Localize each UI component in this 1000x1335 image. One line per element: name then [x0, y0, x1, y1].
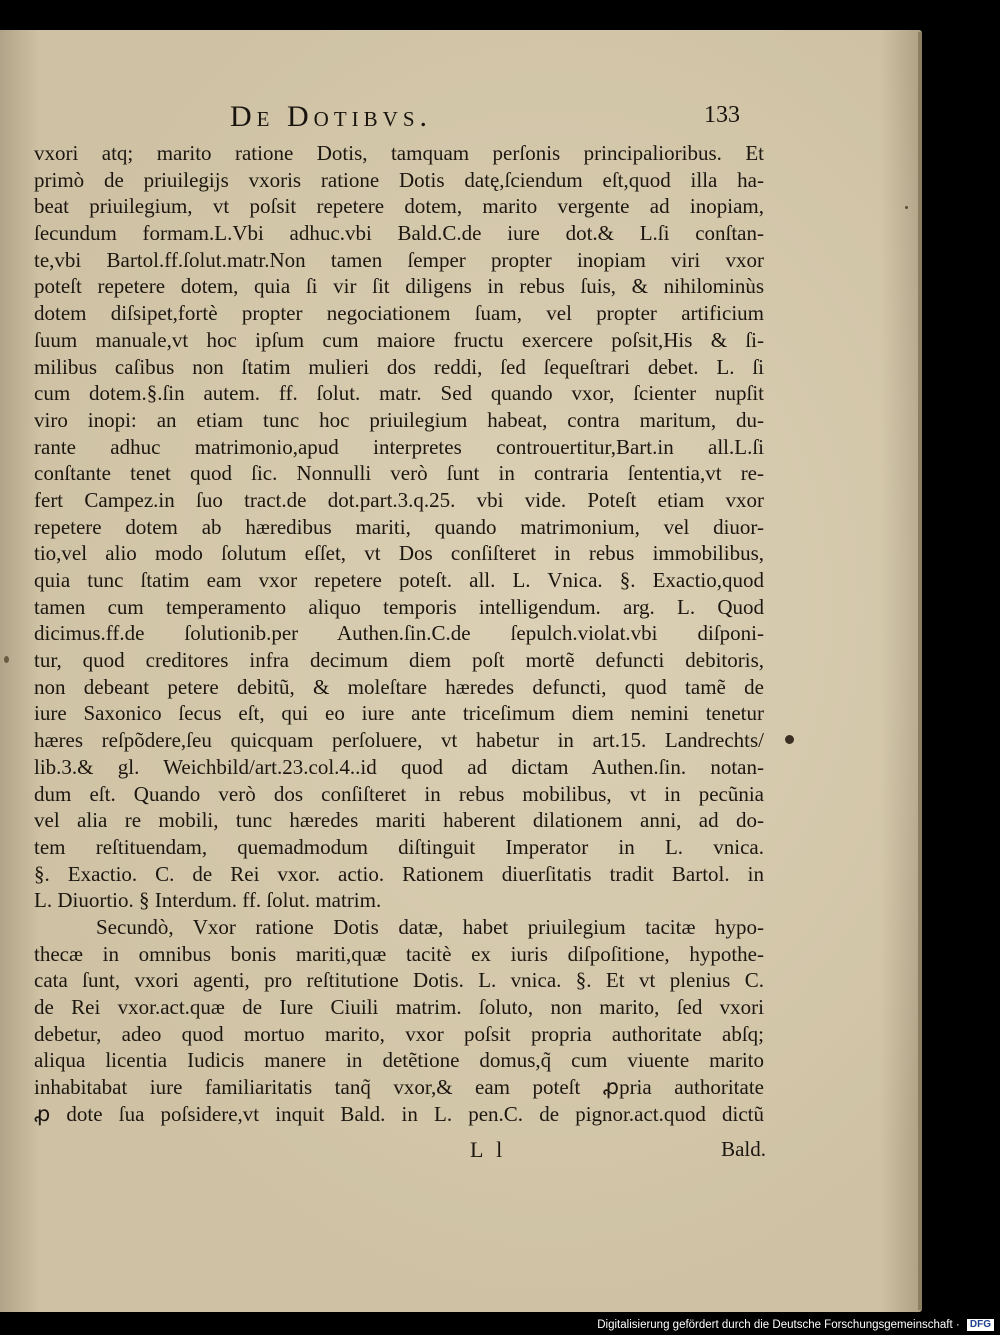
ink-spot: [785, 735, 794, 744]
text-line: milibus caſibus non ſtatim mulieri dos reddi, ſed ſequeſtrari debet. L. ſi: [34, 354, 764, 379]
text-line: iure Saxonico ſecus eſt, qui eo iure ante triceſimum diem nemini tenetur: [34, 701, 764, 726]
ink-spot: [4, 656, 9, 663]
text-line: tur, quod creditores infra decimum diem poſt mortẽ defuncti debitoris,: [34, 648, 764, 673]
page-number: 133: [704, 102, 740, 128]
text-line: dum eſt. Quando verò dos conſiſteret in rebus mobilibus, vt in pecũnia: [34, 781, 764, 806]
text-line: viro inopi: an etiam tunc hoc priuilegium habeat, contra maritum, du-: [34, 407, 764, 432]
catchword: Bald.: [721, 1137, 766, 1161]
text-line: hæres reſpõdere,ſeu quicquam perſoluere, vt habetur in art.15. Landrechts/: [34, 728, 764, 753]
text-line: conſtante tenet quod ſic. Nonnulli verò ſunt in contraria ſententia,vt re-: [34, 461, 764, 486]
dfg-logo: DFG: [967, 1319, 994, 1331]
text-line: ſuum manuale,vt hoc ipſum cum maiore fructu exercere poſsit,His & ſi-: [34, 327, 764, 352]
text-line: rante adhuc matrimonio,apud interpretes controuertitur,Bart.in all.L.ſi: [34, 434, 764, 459]
paragraph-start-line: Secundò, Vxor ratione Dotis datæ, habet priuilegium tacitæ hypo-: [96, 914, 764, 939]
page-footer: [470, 1137, 766, 1167]
text-line: cata ſunt, vxori agenti, pro reſtitutione Dotis. L. vnica. §. Et vt plenius C.: [34, 968, 764, 993]
text-line: tio,vel alio modo ſolutum eſſet, vt Dos conſiſteret in rebus immobilibus,: [34, 541, 764, 566]
digitization-credit: [597, 1318, 994, 1332]
text-line: poteſt repetere dotem, quia ſi vir ſit diligens in rebus ſuis, & nihilominùs: [34, 274, 764, 299]
signature-mark: L l: [470, 1137, 507, 1162]
text-line: quia tunc ſtatim eam vxor repetere poteſt. all. L. Vnica. §. Exactio,quod: [34, 568, 764, 592]
text-line: ꝓ dote ſua poſsidere,vt inquit Bald. in L. pen.C. de pignor.act.quod dictũ: [34, 1101, 764, 1126]
text-line: thecæ in omnibus bonis mariti,quæ tacitè ex iuris diſpoſitione, hypothe-: [34, 941, 764, 966]
credit-text: Digitalisierung gefördert durch die Deutsche Forschungsgemeinschaft ·: [597, 1319, 960, 1331]
text-line: debetur, adeo quod mortuo marito, vxor poſsit propria authoritate abſq;: [34, 1021, 764, 1046]
text-line: non debeant petere debitũ, & moleſtare hæredes defuncti, quod tamẽ de: [34, 674, 764, 699]
text-line: tem reſtituendam, quemadmodum diſtinguit Imperator in L. vnica.: [34, 834, 764, 859]
text-line: vel alia re mobili, tunc hæredes mariti haberent dilationem anni, ad do-: [34, 808, 764, 833]
text-line: lib.3.& gl. Weichbild/art.23.col.4..id quod ad dictam Authen.ſin. notan-: [34, 754, 764, 779]
text-line: cum dotem.§.ſin autem. ff. ſolut. matr. Sed quando vxor, ſcienter nupſit: [34, 381, 764, 406]
text-line: vxori atq; marito ratione Dotis, tamquam perſonis principalioribus. Et: [34, 141, 764, 165]
text-line: §. Exactio. C. de Rei vxor. actio. Rationem diuerſitatis tradit Bartol. in: [34, 861, 764, 886]
page-edge: [918, 32, 922, 1310]
text-line: fert Campez.in ſuo tract.de dot.part.3.q.25. vbi vide. Poteſt etiam vxor: [34, 487, 764, 512]
page-header: [230, 100, 740, 140]
running-title: De Dotibvs.: [230, 100, 432, 133]
paragraph-end-line: L. Diuortio. § Interdum. ff. ſolut. matrim.: [34, 888, 382, 913]
text-line: inhabitabat iure familiaritatis tanq̃ vxor,& eam poteſt ꝓpria authoritate: [34, 1075, 764, 1100]
text-line: tamen cum temperamento aliquo temporis intelligendum. arg. L. Quod: [34, 594, 764, 619]
text-line: primò de priuilegijs vxoris ratione Dotis datę,ſciendum eſt,quod illa ha-: [34, 167, 764, 192]
text-line: te,vbi Bartol.ff.ſolut.matr.Non tamen ſemper propter inopiam viri vxor: [34, 247, 764, 272]
body-text: [34, 140, 764, 1127]
text-line: de Rei vxor.act.quæ de Iure Ciuili matrim. ſoluto, non marito, ſed vxori: [34, 995, 764, 1019]
text-line: beat priuilegium, vt poſsit repetere dotem, marito vergente ad inopiam,: [34, 194, 764, 219]
text-line: dotem diſsipet,fortè propter negociationem ſuam, vel propter artificium: [34, 301, 764, 326]
text-line: aliqua licentia Iudicis manere in detẽtione domus,q̃ cum viuente marito: [34, 1048, 764, 1073]
text-line: ſecundum formam.L.Vbi adhuc.vbi Bald.C.de iure dot.& L.ſi conſtan-: [34, 221, 764, 246]
text-line: repetere dotem ab hæredibus mariti, quando matrimonium, vel diuor-: [34, 514, 764, 539]
ink-spot: [905, 206, 908, 209]
text-line: dicimus.ff.de ſolutionib.per Authen.ſin.C.de ſepulch.violat.vbi diſponi-: [34, 621, 764, 646]
